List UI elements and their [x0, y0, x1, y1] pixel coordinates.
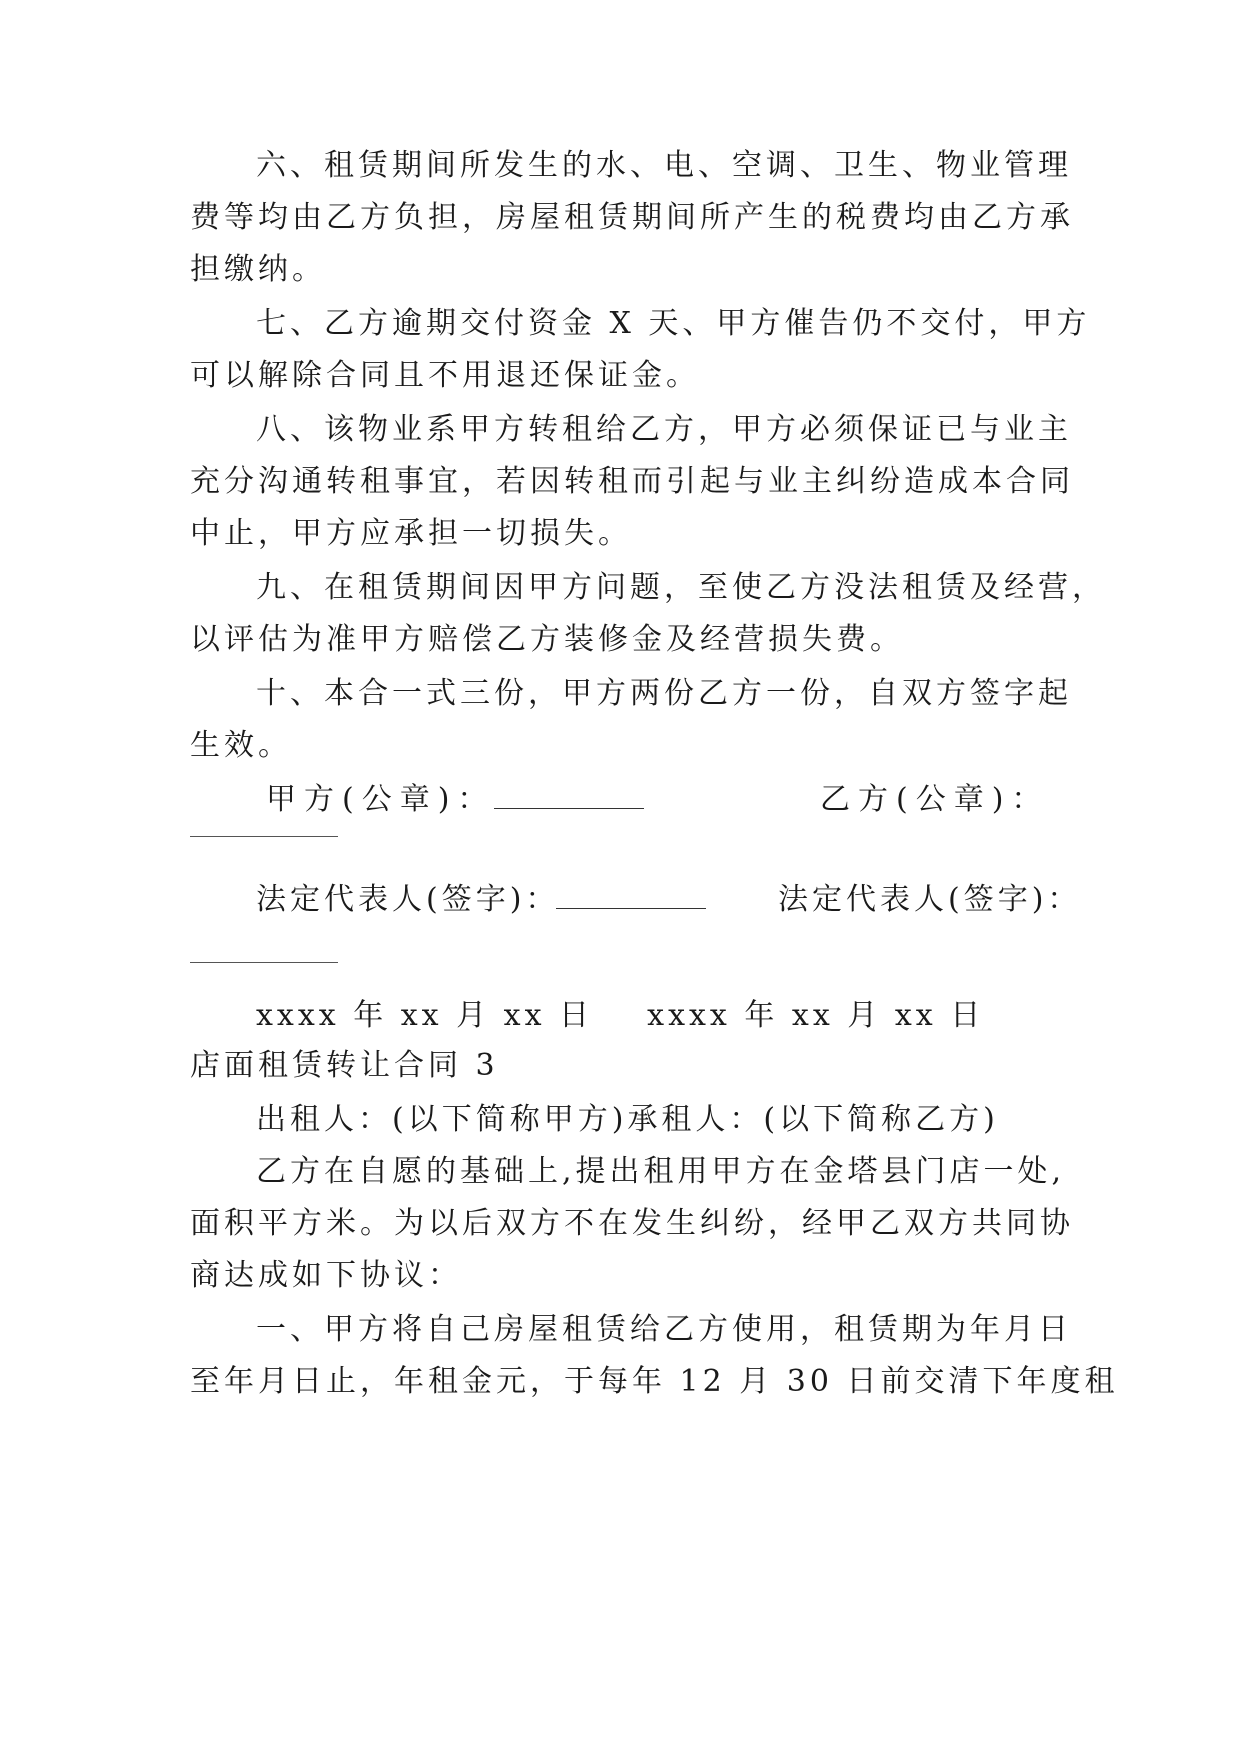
clause-eight-line-3: 中止，甲方应承担一切损失。: [190, 516, 632, 551]
rep-a-label: 法定代表人(签字)：: [256, 882, 560, 917]
rep-b-blank[interactable]: [190, 962, 338, 963]
clause-six-line-2: 费等均由乙方负担，房屋租赁期间所产生的税费均由乙方承: [190, 200, 1074, 235]
clause-nine-line-2: 以评估为准甲方赔偿乙方装修金及经营损失费。: [190, 622, 904, 657]
clause-ten-line-1: 十、本合一式三份，甲方两份乙方一份，自双方签字起: [256, 676, 1072, 711]
clause-nine-line-1: 九、在租赁期间因甲方问题，至使乙方没法租赁及经营，: [256, 570, 1106, 605]
clause-eight-line-2: 充分沟通转租事宜，若因转租而引起与业主纠纷造成本合同: [190, 464, 1074, 499]
clause-seven-line-1: 七、乙方逾期交付资金 X 天、甲方催告仍不交付，甲方: [256, 306, 1091, 341]
party-a-seal-blank[interactable]: [494, 780, 644, 809]
date-line: xxxx 年 xx 月 xx 日 xxxx 年 xx 月 xx 日: [256, 998, 985, 1033]
contract3-intro-line-3: 商达成如下协议：: [190, 1258, 462, 1293]
party-a-seal-text: 甲方(公章)：: [266, 782, 496, 817]
contract3-intro-line-2: 面积平方米。为以后双方不在发生纠纷，经甲乙双方共同协: [190, 1206, 1074, 1241]
contract3-title: 店面租赁转让合同 3: [190, 1048, 499, 1083]
clause-ten-line-2: 生效。: [190, 728, 292, 763]
clause-six-line-1: 六、租赁期间所发生的水、电、空调、卫生、物业管理: [256, 148, 1072, 183]
rep-a-blank[interactable]: [556, 880, 706, 909]
party-b-seal-label: 乙方(公章)：: [820, 782, 1050, 817]
clause-six-line-3: 担缴纳。: [190, 252, 326, 287]
clause-seven-line-2: 可以解除合同且不用退还保证金。: [190, 358, 700, 393]
party-b-seal-blank[interactable]: [190, 836, 338, 837]
contract3-clause-one-line-1: 一、甲方将自己房屋租赁给乙方使用，租赁期为年月日: [256, 1312, 1072, 1347]
contract3-intro-line-1: 乙方在自愿的基础上,提出租用甲方在金塔县门店一处,: [256, 1154, 1066, 1189]
party-a-seal-label: [266, 780, 495, 820]
contract3-parties: 出租人：(以下简称甲方)承租人：(以下简称乙方): [256, 1102, 999, 1137]
clause-eight-line-1: 八、该物业系甲方转租给乙方，甲方必须保证已与业主: [256, 412, 1072, 447]
rep-b-label: 法定代表人(签字)：: [778, 882, 1082, 917]
contract3-clause-one-line-2: 至年月日止，年租金元，于每年 12 月 30 日前交清下年度租: [190, 1364, 1119, 1399]
